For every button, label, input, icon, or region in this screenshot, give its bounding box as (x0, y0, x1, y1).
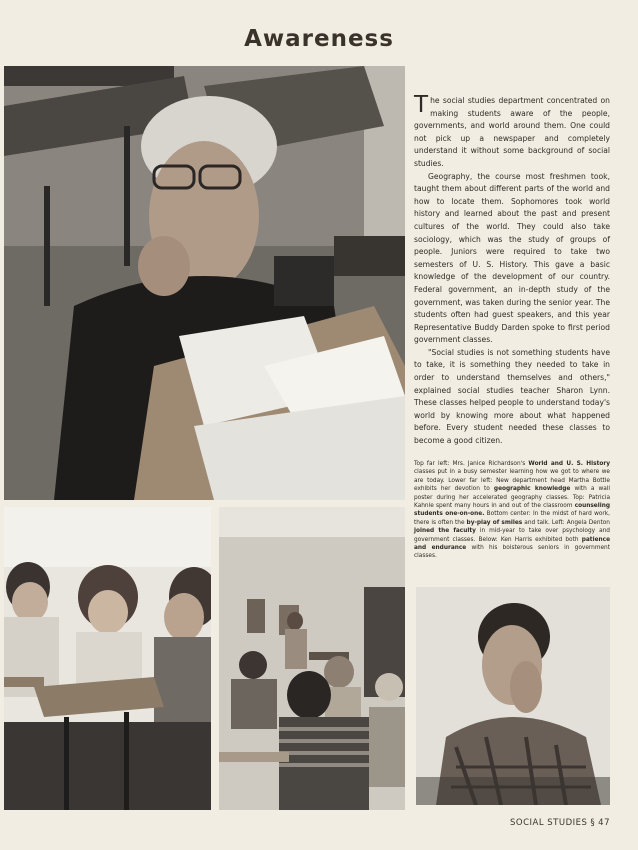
caption-emphasis: counseling students one-on-one. (414, 503, 610, 518)
caption-emphasis: joined the faculty (414, 528, 476, 535)
article-paragraph-1-text: he social studies department concentrated on making students aware of the people, governments, and world around them. One could not pick up a newspaper and completely understand it without some background of social studies. (414, 96, 610, 168)
photo-students-at-desks (4, 507, 211, 810)
article-paragraph-2: Geography, the course most freshmen took, taught them about different parts of the world and how to locate them. Sophomores took world history and learned about the past and present cultures of the world. They could also take sociology, which was the study of groups of people. Juniors were required to take two semesters of U. S. History. This gave a basic knowledge of the development of our country. Federal government, an in-depth study of the government, was taken during the senior year. The students often had guest speakers, and this year Representative Buddy Darden spoke to first period government classes. (414, 171, 610, 345)
page-number: 47 (598, 818, 610, 828)
article-body (414, 92, 610, 448)
caption-text: with a wall poster during her accelerated geography classes. Top: Patricia Kahnle spent many hours in and out of the classroom (414, 486, 611, 510)
photo-classroom (219, 507, 405, 810)
caption-text: Bottom center: In the midst of hard work, there is often the (414, 511, 610, 526)
caption-text: in mid-year to take over psychology and government classes. Below: Ken Harris exhibited both (414, 528, 610, 543)
caption-emphasis: geographic knowledge (493, 486, 571, 493)
page-folio (507, 818, 610, 828)
caption-text: with his boisterous seniors in government classes. (414, 545, 611, 560)
article-paragraph-3: "Social studies is not something students have to take, it is something they needed to take in order to understand themselves and others," explained social studies teacher Sharon Lynn. These classes helped people to understand today's world by knowing more about what happened before. Every student needed these classes to become a good citizen. (414, 347, 610, 446)
caption-text: and talk. Left: Angela Denton (522, 519, 610, 526)
photo-teacher-portrait (416, 587, 610, 805)
drop-cap: T (414, 92, 429, 118)
folio-mark: § (590, 818, 596, 828)
photo-captions (414, 460, 610, 561)
page-title: Awareness (244, 26, 394, 52)
photo-teacher-at-desk (4, 66, 405, 500)
caption-text: classes put in a busy semester learning how we got to where we are today. Lower far left: New department head Martha Bottle exhibits her devotion to (414, 469, 610, 493)
caption-emphasis: patience and endurance (414, 536, 610, 552)
article-paragraph (414, 92, 610, 171)
caption-emphasis: by-play of smiles (466, 519, 523, 526)
caption-text: Top far left: Mrs. Janice Richardson's (414, 461, 529, 467)
folio-section: SOCIAL STUDIES (510, 818, 588, 828)
caption-emphasis: World and U. S. History (528, 461, 610, 467)
